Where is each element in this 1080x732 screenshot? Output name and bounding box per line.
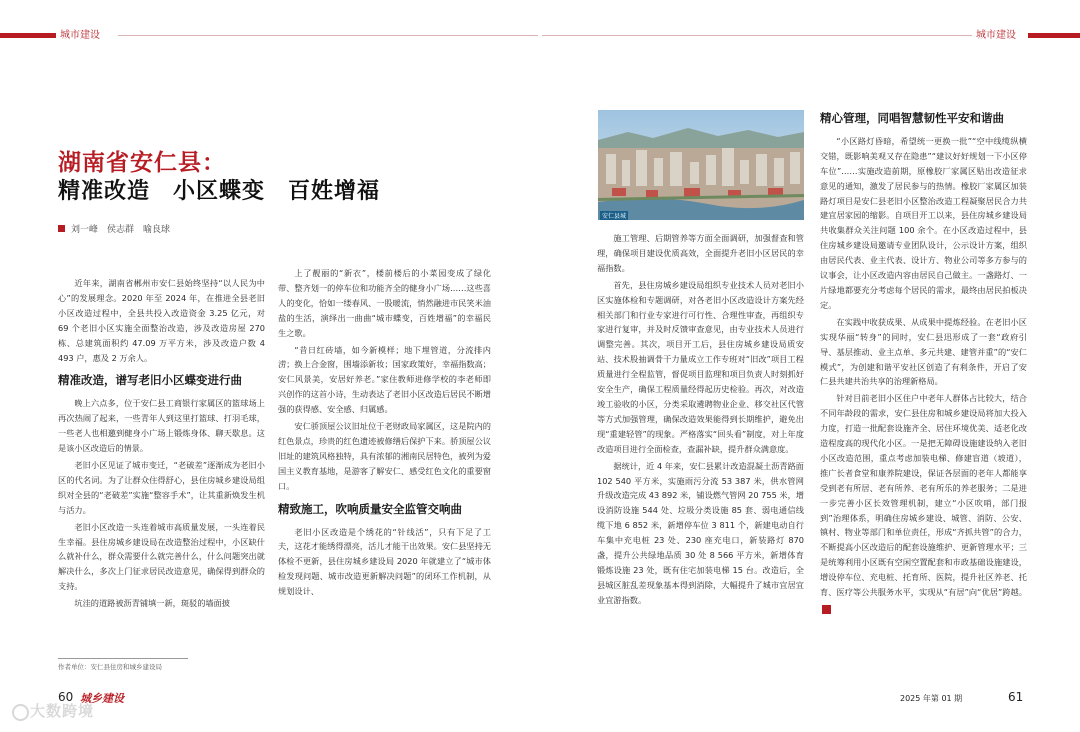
header-rule-left bbox=[118, 35, 538, 36]
paragraph: 首先，县住房城乡建设局组织专业技术人员对老旧小区实施体检和专题调研，对各老旧小区改造设计方案先经相关部门和行业专家进行可行性、合理性审查，再组织专家进行复审，并及时反馈审查意见，由专业技术人员进行调整完善。其次，项目开工后，县住房城乡建设局质安站、技术股抽调骨干力量成立工作专班对“旧改”项目工程质量进行全程监管，督促项目监理和项目负责人时刻抓好安全生产，确保工程质量经得起历史检验。再次，对改造竣工验收的小区，分类采取遴聘物业企业、移交社区代管等方式加强管理，确保改造效果能得到长期维护，避免出现“重建轻管”的现象。严格落实“回头看”制度，对上年度改造项目进行全面检查，查漏补缺，提升群众满意度。 bbox=[597, 279, 804, 454]
paragraph: 安仁骄顶屋公议旧址位于老财政局家属区，这是院内的红色景点，珍贵的红色遗迹被修缮后保护下来。骄顶屋公议旧址的建筑风格独特，具有浓郁的湘南民居特色，被列为爱国主义教育基地，是游客了解安仁、感受红色文化的重要窗口。 bbox=[278, 421, 491, 491]
magazine-logo: 城乡建设 bbox=[80, 692, 124, 705]
footnote-rule bbox=[58, 658, 188, 659]
author-affiliation: 作者单位：安仁县住房和城乡建设局 bbox=[58, 663, 162, 671]
section-heading: 精准改造，谱写老旧小区蝶变进行曲 bbox=[58, 373, 242, 388]
page-number-right: 61 bbox=[1008, 690, 1024, 704]
paragraph: 坑洼的道路被沥青铺填一新，斑驳的墙面披 bbox=[74, 598, 230, 609]
author-line bbox=[58, 222, 170, 235]
paragraph: 在实践中收获成果、从成果中提炼经验。在老旧小区实现华丽“转身”的同时，安仁县迅形成了一套“政府引导、基层推动、业主点单、多元共建、建管并重”的“安仁模式”，为创建和谐平安社区创造了有利条件，开启了安仁县共建共治共享的治理新格局。 bbox=[820, 316, 1027, 387]
watermark-logo-icon bbox=[12, 704, 29, 721]
paragraph: 上了靓丽的“新衣”，楼前楼后的小菜园变成了绿化带、整齐划一的停车位和功能齐全的健身小广场……这些喜人的变化，恰如一缕春风、一股暖流，悄然融进市民笑米油盐的生活，演绎出一曲曲“城市蝶变，百姓增福”的幸福民生之歌。 bbox=[278, 268, 491, 338]
author-names: 刘一峰 侯志群 喻良球 bbox=[71, 225, 171, 235]
article-title-line1: 湖南省安仁县： bbox=[58, 150, 226, 176]
text-column-4 bbox=[820, 103, 1027, 617]
watermark-text: 大数跨境 bbox=[30, 702, 95, 720]
paragraph: 据统计，近 4 年来，安仁县累计改造混凝土沥青路面 102 540 平方米，实施雨污分流 53 387 米，供水管网升级改造完成 43 892 米，铺设燃气管网 20 755 米，增设消防设施 544 处、垃圾分类设施 85 套、弱电通信线缆下地 6 852 米，新增停车位 3 811 个，新建电动自行车集中充电桩 23 处、230 座充电口，新装路灯 870 盏，提升公共绿地品质 30 处 8 566 平方米，新增体育锻炼设施 23 处，既有住宅加装电梯 15 台。改造后，全县城区脏乱差现象基本得到消除，大幅提升了城市宜居宜业宜游指数。 bbox=[597, 460, 804, 605]
header-accent-bar-right bbox=[1028, 33, 1080, 38]
paragraph: 老旧小区见证了城市变迁，“老破差”逐渐成为老旧小区的代名词。为了让群众住得舒心，县住房城乡建设局组织对全县的“老破差”实施“整容手术”，让其重新焕发生机与活力。 bbox=[58, 459, 265, 515]
paragraph: 晚上六点多，位于安仁县工商银行家属区的篮球场上再次热闹了起来，一些青年人到这里打篮球、打羽毛球，一些老人也相邀到健身小广场上锻炼身体、聊天歇息。这是该小区改造后的情景。 bbox=[58, 398, 265, 454]
section-tag-right: 城市建设 bbox=[976, 30, 1016, 41]
text-column-1 bbox=[58, 276, 265, 613]
paragraph: “小区路灯昏暗，希望统一更换一批”“空中线缆纵横交错，既影响美观又存在隐患”“建议好好规划一下小区停车位”……实施改造前期，原橡胶厂家属区贴出改造征求意见的通知，激发了居民参与的热情。橡胶厂家属区加装路灯项目是安仁县老旧小区整治改造工程凝聚居民合力共建宜居家园的缩影。自项目开工以来，县住房城乡建设局共收集群众关注问题 100 余个。在小区改造过程中，县住房城乡建设局邀请专业团队设计，公示设计方案，组织由居民代表、业主代表、设计方、物业公司等多方参与的议事会，让小区改造内容由居民自己做主。一盏路灯、一片绿地都要充分考虑每个居民的需求，最终由居民拍板决定。 bbox=[820, 135, 1027, 310]
article-title-line2: 精准改造 小区蝶变 百姓增福 bbox=[58, 179, 381, 204]
header-rule-right bbox=[542, 35, 972, 36]
author-marker-icon bbox=[58, 225, 65, 232]
section-tag-left: 城市建设 bbox=[60, 30, 100, 41]
header-accent-bar-left bbox=[0, 33, 56, 38]
text-column-3 bbox=[597, 231, 804, 610]
paragraph bbox=[820, 391, 1027, 615]
section-heading: 精心管理，同唱智慧韧性平安和谐曲 bbox=[820, 111, 1004, 125]
section-heading: 精致施工，吹响质量安全监管交响曲 bbox=[278, 501, 462, 516]
text-column-2 bbox=[278, 266, 491, 601]
paragraph-text: 针对目前老旧小区住户中老年人群体占比较大，结合不同年龄段的需求，安仁县住房和城乡建设局将加大投入力度，打造一批配套设施齐全、居住环境优美、适老化改造程度高的现代化小区。一是把无障碍设施建设纳入老旧小区改造范围，重点考虑加装电梯、修建盲道（坡道），推广长者食堂和康养院建设，保证各层面的老年人都能享受到老有所居、老有所养、老有所乐的养老服务；二是进一步完善小区长效管理机制，建立“小区吹哨，部门报到”治理体系，明确住房城乡建设、城管、消防、公安、镇村、物业等部门和单位责任，形成“齐抓共管”的合力，不断提高小区改造后的配套设施维护、更新管理水平；三是统筹利用小区既有空闲空置配套和市政基础设施建设，增设停车位、充电桩、托育所、医院，提升社区养老、托育、医疗等公共服务水平，实现从“有居”向“优居”跨越。 bbox=[820, 393, 1027, 598]
page-number-left: 60 bbox=[58, 690, 74, 704]
issue-label: 2025 年第 01 期 bbox=[900, 694, 963, 703]
photo-caption: 安仁县城 bbox=[602, 213, 627, 220]
paragraph: 老旧小区改造一头连着城市高质量发展，一头连着民生幸福。县住房城乡建设局在改造整治过程中，小区缺什么就补什么，群众需要什么就完善什么，什么问题突出就解决什么，多次上门征求居民改造意见，确保得到群众的支持。 bbox=[58, 521, 265, 592]
end-mark-icon: IX bbox=[822, 605, 831, 614]
paragraph: 老旧小区改造是个绣花的“针线活”，只有下足了工夫，这花才能绣得漂亮，活儿才能干出效果。安仁县坚持无体检不更新，县住房城乡建设局 2020 年就建立了“城市体检发现问题、城市改造更新解决问题”的闭环工作机制，从规划设计、 bbox=[278, 526, 491, 597]
paragraph: 近年来，湖南省郴州市安仁县始终坚持“以人民为中心”的发展理念。2020 年至 2024 年，在推进全县老旧小区改造过程中，全县共投入改造资金 3.25 亿元，对 69 个老旧小区实施全面整治改造，涉及改造房屋 270 栋、总建筑面积约 47.09 万平方米，涉及改造户数 4 493 户，惠及 2 万余人。 bbox=[58, 278, 265, 363]
city-aerial-photo bbox=[598, 110, 804, 220]
paragraph: 施工管理、后期管养等方面全面调研，加强督查和管理，确保项目建设优质高效，全面提升老旧小区居民的幸福指数。 bbox=[597, 233, 804, 273]
paragraph: “昔日红砖墙，如今新模样；地下埋管道，分流排内涝；换上合金窗，围墙添新妆；国家政策好，幸福指数高；安仁风景美，安居好养老。”家住教师进修学校的李老师即兴创作的这首小诗，生动表达了老旧小区改造后居民不断增强的获得感、安全感、归属感。 bbox=[278, 344, 491, 415]
